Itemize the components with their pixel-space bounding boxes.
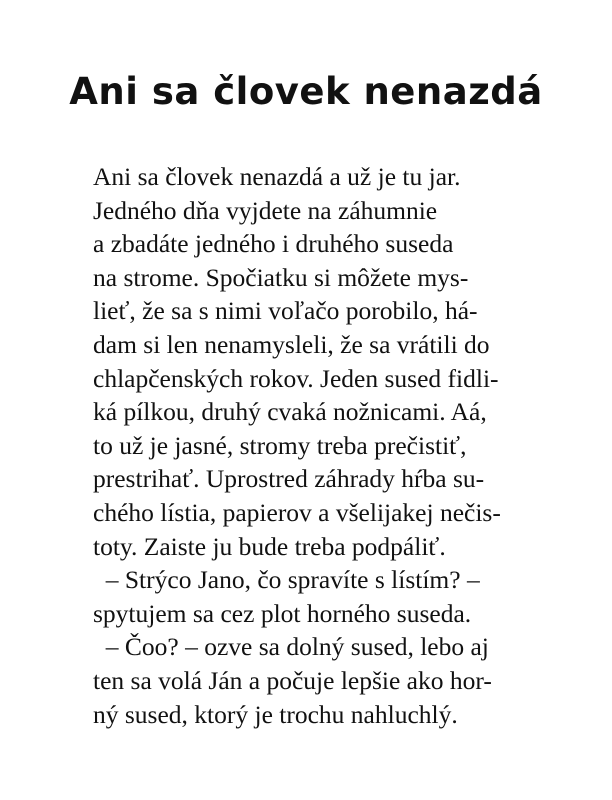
text-line: chého lístia, papierov a všelijakej nečis- [93, 497, 501, 527]
text-line: ten sa volá Ján a počuje lepšie ako hor- [93, 665, 492, 695]
text-line: na strome. Spočiatku si môžete mys- [93, 262, 469, 292]
text-line: spytujem sa cez plot horného suseda. [93, 598, 472, 628]
text-line: chlapčenských rokov. Jeden sused fidli- [93, 363, 499, 393]
text-line: Jedného dňa vyjdete na záhumnie [93, 195, 438, 225]
text-line: prestrihať. Uprostred záhrady hŕba su- [93, 464, 485, 494]
text-line: a zbadáte jedného i druhého suseda [93, 229, 454, 259]
text-line: lieť, že sa s nimi voľačo porobilo, há- [93, 296, 478, 326]
text-line: – Strýco Jano, čo spravíte s lístím? – [93, 565, 480, 595]
text-line: – Čoo? – ozve sa dolný sused, lebo aj [93, 632, 489, 662]
text-line: dam si len nenamysleli, že sa vrátili do [93, 329, 490, 359]
text-line: toty. Zaiste ju bude treba podpáliť. [93, 531, 446, 561]
text-line: Ani sa človek nenazdá a už je tu jar. [93, 162, 461, 191]
text-line: to už je jasné, stromy treba prečistiť, [93, 430, 467, 460]
page-title: Ani sa človek nenazdá [69, 70, 543, 113]
text-line: ká pílkou, druhý cvaká nožnicami. Aá, [93, 397, 487, 427]
text-line: ný sused, ktorý je trochu nahluchlý. [93, 699, 458, 729]
body-text [93, 160, 533, 731]
